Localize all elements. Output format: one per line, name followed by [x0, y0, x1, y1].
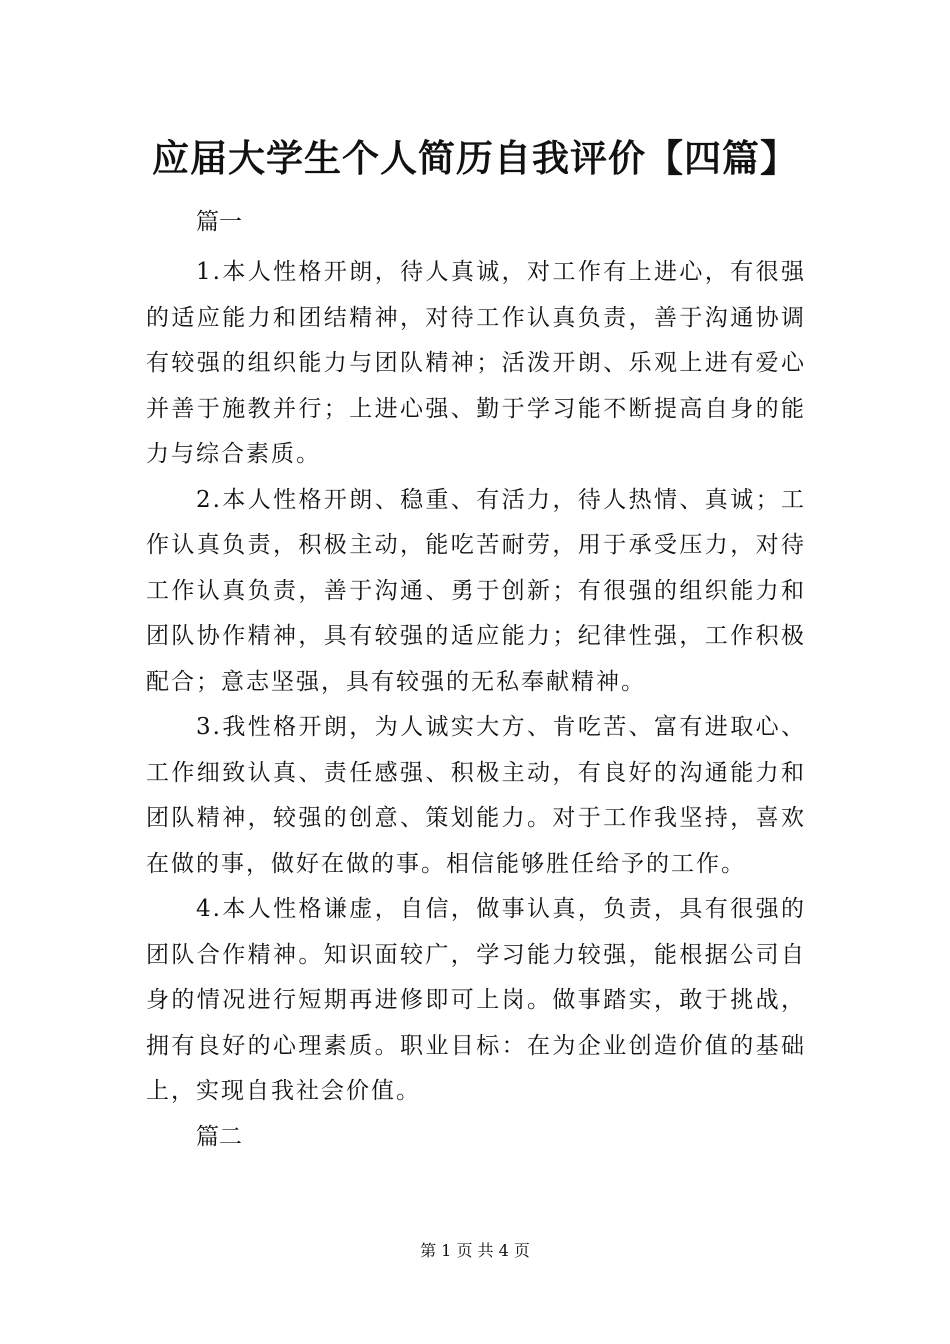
paragraph-1: 1.本人性格开朗，待人真诚，对工作有上进心，有很强的适应能力和团结精神，对待工作认真负责，善于沟通协调有较强的组织能力与团队精神；活泼开朗、乐观上进有爱心并善于施教并行；上进心强、勤于学习能不断提高自身的能力与综合素质。 [146, 259, 806, 467]
paragraph-2: 2.本人性格开朗、稳重、有活力，待人热情、真诚；工作认真负责，积极主动，能吃苦耐劳，用于承受压力，对待工作认真负责，善于沟通、勇于创新；有很强的组织能力和团队协作精神，具有较强的适应能力；纪律性强，工作积极配合；意志坚强，具有较强的无私奉献精神。 [146, 486, 806, 695]
document-title: 应届大学生个人简历自我评价【四篇】 [152, 136, 798, 180]
page-footer: 第 1 页 共 4 页 [420, 1241, 530, 1260]
paragraph-4: 4.本人性格谦虚，自信，做事认真，负责，具有很强的团队合作精神。知识面较广，学习能力较强，能根据公司自身的情况进行短期再进修即可上岗。做事踏实，敢于挑战，拥有良好的心理素质。职业目标：在为企业创造价值的基础上，实现自我社会价值。 [146, 896, 806, 1104]
document-body [146, 200, 806, 1160]
paragraph-3: 3.我性格开朗，为人诚实大方、肯吃苦、富有进取心、工作细致认真、责任感强、积极主动，有良好的沟通能力和团队精神，较强的创意、策划能力。对于工作我坚持，喜欢在做的事，做好在做的事。相信能够胜任给予的工作。 [146, 714, 806, 877]
section-heading-2: 篇二 [196, 1123, 242, 1150]
section-heading-1: 篇一 [196, 209, 242, 235]
